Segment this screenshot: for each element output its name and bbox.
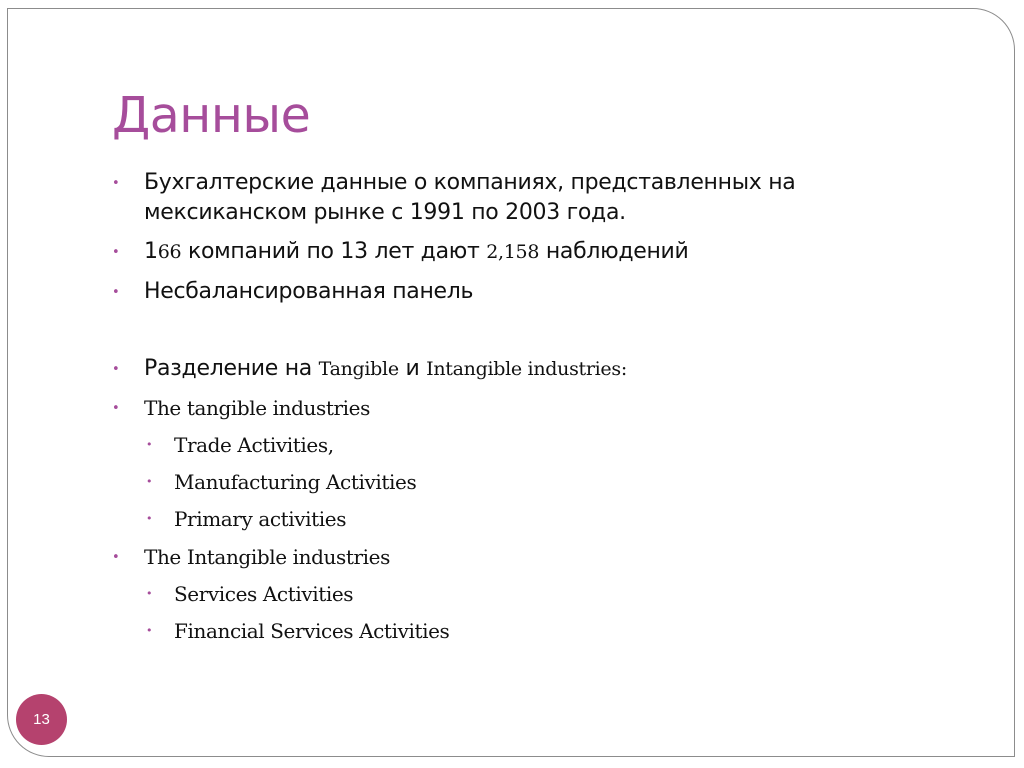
bullet-icon: • bbox=[146, 587, 153, 600]
bullet-icon: • bbox=[112, 550, 120, 565]
bullet-item-tangible bbox=[112, 394, 932, 422]
bullet-icon: • bbox=[146, 475, 153, 488]
bullet-text: Несбалансированная панель bbox=[144, 279, 474, 304]
text-fragment: наблюдений bbox=[539, 239, 689, 264]
bullet-text: Primary activities bbox=[174, 507, 347, 531]
bullet-icon: • bbox=[112, 245, 120, 260]
bullet-text: Бухгалтерские данные о компаниях, представленных на мексиканском рынке с 1991 по 2003 года. bbox=[144, 170, 796, 225]
bullet-icon: • bbox=[146, 512, 153, 525]
bullet-text bbox=[144, 237, 932, 267]
bullet-text: Services Activities bbox=[174, 582, 354, 606]
bullet-icon: • bbox=[112, 401, 120, 416]
text-fragment: 1 bbox=[144, 239, 158, 264]
text-fragment-serif: 2,158 bbox=[486, 241, 540, 263]
sub-bullet-item-services bbox=[112, 580, 932, 608]
text-fragment: компаний по 13 лет дают bbox=[181, 239, 487, 264]
bullet-text bbox=[144, 354, 932, 384]
sub-bullet-item-primary bbox=[112, 505, 932, 533]
bullet-item-accounting-data bbox=[112, 168, 932, 228]
text-fragment: Разделение на bbox=[144, 356, 319, 381]
slide-title: Данные bbox=[112, 87, 311, 144]
bullet-item-unbalanced-panel bbox=[112, 277, 932, 307]
text-fragment-serif: Intangible industries: bbox=[426, 358, 627, 380]
bullet-text: Manufacturing Activities bbox=[174, 470, 417, 494]
sub-bullet-item-manufacturing bbox=[112, 468, 932, 496]
bullet-item-observations bbox=[112, 237, 932, 267]
text-fragment-serif: Tangible bbox=[318, 358, 399, 380]
bullet-item-intangible bbox=[112, 543, 932, 571]
bullet-text: The tangible industries bbox=[144, 396, 370, 420]
bullet-text: The Intangible industries bbox=[144, 545, 390, 569]
bullet-icon: • bbox=[146, 624, 153, 637]
text-fragment: и bbox=[398, 356, 427, 381]
bullet-text: Financial Services Activities bbox=[174, 619, 450, 643]
bullet-text: Trade Activities, bbox=[174, 433, 334, 457]
bullet-icon: • bbox=[146, 438, 153, 451]
bullet-icon: • bbox=[112, 285, 120, 300]
bullet-item-division bbox=[112, 354, 932, 384]
page-number-badge: 13 bbox=[16, 694, 67, 745]
sub-bullet-item-financial bbox=[112, 617, 932, 645]
bullet-icon: • bbox=[112, 362, 120, 377]
text-fragment-serif: 66 bbox=[157, 241, 182, 263]
sub-bullet-item-trade bbox=[112, 431, 932, 459]
bullet-icon: • bbox=[112, 176, 120, 191]
